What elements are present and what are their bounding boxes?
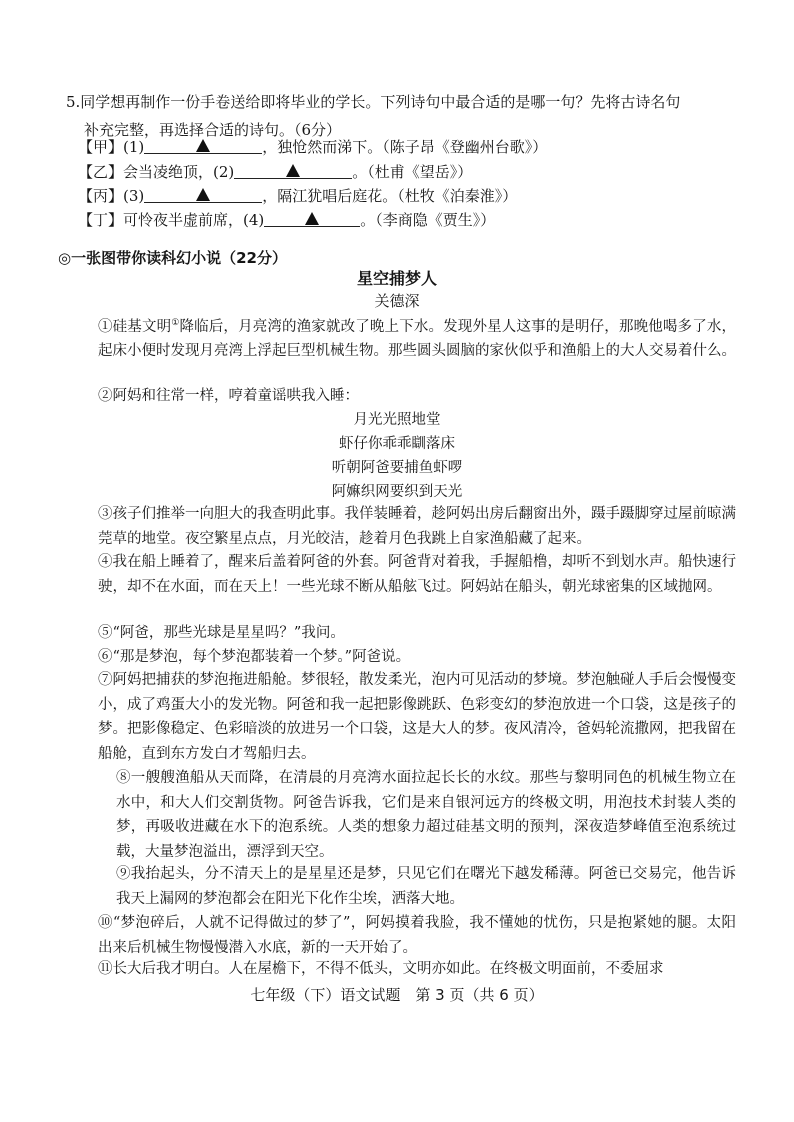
poem-item-jia: 【甲】(1) ，独怆然而涕下。（陈子昂《登幽州台歌》） xyxy=(78,135,547,159)
poem-item-yi: 【乙】会当凌绝顶，(2) 。（杜甫《望岳》） xyxy=(78,160,472,184)
paragraph-8: ⑧一艘艘渔船从天而降，在清晨的月亮湾水面拉起长长的水纹。那些与黎明同色的机械生物立在水中，和大人们交割货物。阿爸告诉我，它们是来自银河远方的终极文明，用泡技术封装人类的梦，再吸收进藏在水下的泡系统。人类的想象力超过硅基文明的预判，深夜造梦峰值至泡系统过载，大量梦泡溢出，漂浮到天空。 xyxy=(116,770,736,860)
answer-blank-3[interactable] xyxy=(144,184,262,203)
triangle-marker-icon xyxy=(286,164,300,177)
triangle-marker-icon xyxy=(196,139,210,152)
paragraph-10: ⑩“梦泡碎后，人就不记得做过的梦了”，阿妈摸着我脸，我不懂她的忧伤，只是抱紧她的腿。太阳出来后机械生物慢慢潜入水底，新的一天开始了。 xyxy=(98,915,736,956)
paragraph-1: ①硅基文明①降临后，月亮湾的渔家就改了晚上下水。发现外星人这事的是明仔，那晚他喝多了水，起床小便时发现月亮湾上浮起巨型机械生物。那些圆头圆脑的家伙似乎和渔船上的大人交易着什么。 xyxy=(98,318,736,360)
paragraph-4: ④我在船上睡着了，醒来后盖着阿爸的外套。阿爸背对着我，手握船橹，却听不到划水声。船快速行驶，却不在水面，而在天上！一些光球不断从船舷飞过。阿妈站在船头，朝光球密集的区域抛网。 xyxy=(98,554,736,595)
song-line-2: 虾仔你乖乖瞓落床 xyxy=(339,436,455,452)
poem-item-ding: 【丁】可怜夜半虚前席，(4) 。（李商隐《贾生》） xyxy=(78,208,495,232)
section-heading: ◎一张图带你读科幻小说（22分） xyxy=(58,249,287,267)
paragraph-5: ⑤“阿爸，那些光球是星星吗？”我问。 xyxy=(98,625,345,641)
answer-blank-1[interactable] xyxy=(144,135,262,154)
answer-blank-4[interactable] xyxy=(264,208,360,227)
paragraph-9: ⑨我抬起头，分不清天上的是星星还是梦，只见它们在曙光下越发稀薄。阿爸已交易完，他告诉我天上漏网的梦泡都会在阳光下化作尘埃，洒落大地。 xyxy=(116,866,736,907)
triangle-marker-icon xyxy=(196,188,210,201)
poem-item-bing: 【丙】(3) ，隔江犹唱后庭花。（杜牧《泊秦淮》） xyxy=(78,184,517,208)
paragraph-11: ⑪长大后我才明白。人在屋檐下，不得不低头，文明亦如此。在终极文明面前，不委屈求 xyxy=(98,961,664,977)
song-line-3: 听朝阿爸要捕鱼虾啰 xyxy=(331,460,463,476)
triangle-marker-icon xyxy=(305,212,319,225)
paragraph-3: ③孩子们推举一向胆大的我查明此事。我佯装睡着，趁阿妈出房后翻窗出外，蹑手蹑脚穿过屋前晾满莞草的地堂。夜空繁星点点，月光皎洁，趁着月色我跳上自家渔船藏了起来。 xyxy=(98,506,736,547)
song-line-4: 阿嫲织网要织到天光 xyxy=(331,484,463,500)
page-footer: 七年级（下）语文试题 第 3 页（共 6 页） xyxy=(250,986,544,1004)
paragraph-2: ②阿妈和往常一样，哼着童谣哄我入睡： xyxy=(98,388,359,404)
answer-blank-2[interactable] xyxy=(234,160,352,179)
paragraph-7: ⑦阿妈把捕获的梦泡拖进船舱。梦很轻，散发柔光，泡内可见活动的梦境。梦泡触碰人手后会慢慢变小，成了鸡蛋大小的发光物。阿爸和我一起把影像跳跃、色彩变幻的梦泡放进一个口袋，这是孩子的梦。把影像稳定、色彩暗淡的放进另一个口袋，这是大人的梦。夜风清冷，爸妈轮流撒网，把我留在船舱，直到东方发白才驾船归去。 xyxy=(98,672,736,762)
story-author: 关德深 xyxy=(374,292,420,310)
footnote-marker: ① xyxy=(171,318,180,328)
question-5-line-1: 5.同学想再制作一份手卷送给即将毕业的学长。下列诗句中最合适的是哪一句？先将古诗名句 xyxy=(66,93,681,111)
paragraph-6: ⑥“那是梦泡，每个梦泡都装着一个梦。”阿爸说。 xyxy=(98,649,411,665)
story-title: 星空捕梦人 xyxy=(356,269,437,288)
song-line-1: 月光光照地堂 xyxy=(353,412,441,428)
question-5-line-2: 补充完整，再选择合适的诗句。（6分） xyxy=(84,121,342,139)
